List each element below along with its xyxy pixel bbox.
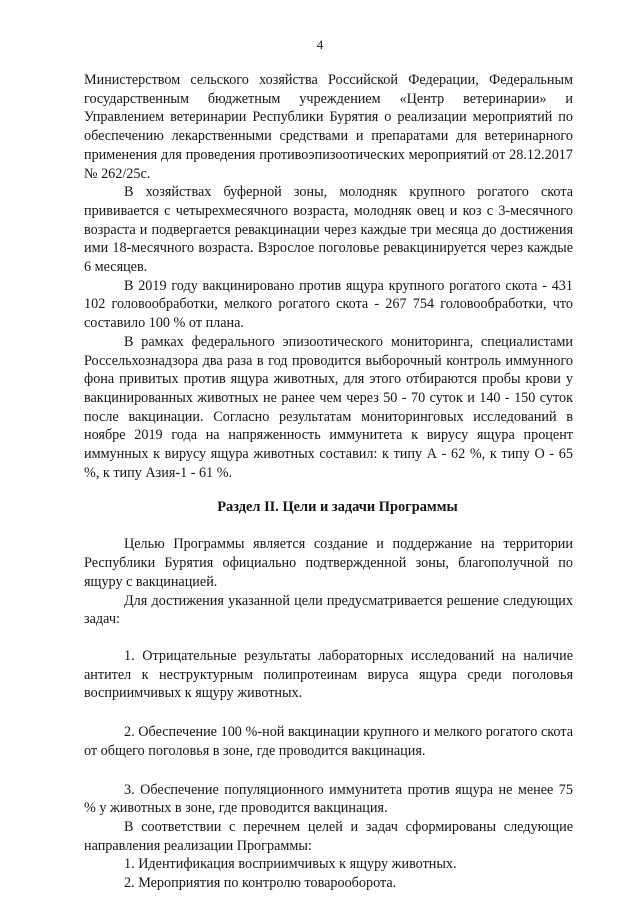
paragraph-ministry-agreement: Министерством сельского хозяйства Российской Федерации, Федеральным государственным бюджетным учреждением «Центр ветеринарии» и Управлением ветеринарии Республики Бурятия о реализации мероприятий по обеспечению лекарственными средствами и препаратами для ветеринарного применения для проведения противоэпизоотических мероприятий от 28.12.2017 № 262/25с. [84,72,573,182]
paragraph-directions-intro: В соответствии с перечнем целей и задач сформированы следующие направления реализации Программы: [84,818,573,854]
task-item: 1. Отрицательные результаты лабораторных исследований на наличие антител к неструктурным полипротеинам вируса ящура среди поголовья восприимчивых к ящуру животных. [84,647,573,702]
task-item: 2. Обеспечение 100 %-ной вакцинации крупного и мелкого рогатого скота от общего поголовья в зоне, где проводится вакцинация. [84,724,573,759]
paragraph-monitoring: В рамках федерального эпизоотического мониторинга, специалистами Россельхознадзора два раза в год проводится выборочный контроль иммунного фона привитых против ящура животных, для этого отбираются пробы крови у вакцинированных животных не ранее чем через 50 - 70 суток и 140 - 150 суток после вакцинации. Согласно результатам мониторинговых исследований в ноябре 2019 года на напряженность иммунитета к вирусу ящура процент иммунных к вирусу ящура животных составил: к типу А - 62 %, к типу О - 65 %, к типу Азия-1 - 61 %. [84,333,573,481]
paragraph-program-goal: Целью Программы является создание и поддержание на территории Республики Бурятия официально подтвержденной зоны, благополучной по ящуру с вакцинацией. [84,536,573,590]
direction-item: 2. Мероприятия по контролю товарооборота. [124,875,397,892]
document-body [84,71,573,893]
paragraph-vaccination-2019: В 2019 году вакцинировано против ящура крупного рогатого скота - 431 102 головообработки, мелкого рогатого скота - 267 754 головообработки, что составило 100 % от плана. [84,277,573,332]
section-heading: Раздел II. Цели и задачи Программы [217,499,458,516]
task-item: 3. Обеспечение популяционного иммунитета против ящура не менее 75 % у животных в зоне, где проводится вакцинация. [84,781,573,817]
direction-item: 1. Идентификация восприимчивых к ящуру животных. [124,856,457,873]
paragraph-buffer-zone: В хозяйствах буферной зоны, молодняк крупного рогатого скота прививается с четырехмесячного возраста, молодняк овец и коз с 3-месячного возраста и подвергается ревакцинации через каждые три месяца до достижения ими 18-месячного возраста. Взрослое поголовье ревакцинируется через каждые 6 месяцев. [84,184,573,276]
paragraph-tasks-intro: Для достижения указанной цели предусматривается решение следующих задач: [84,592,573,628]
page-number: 4 [316,37,324,52]
